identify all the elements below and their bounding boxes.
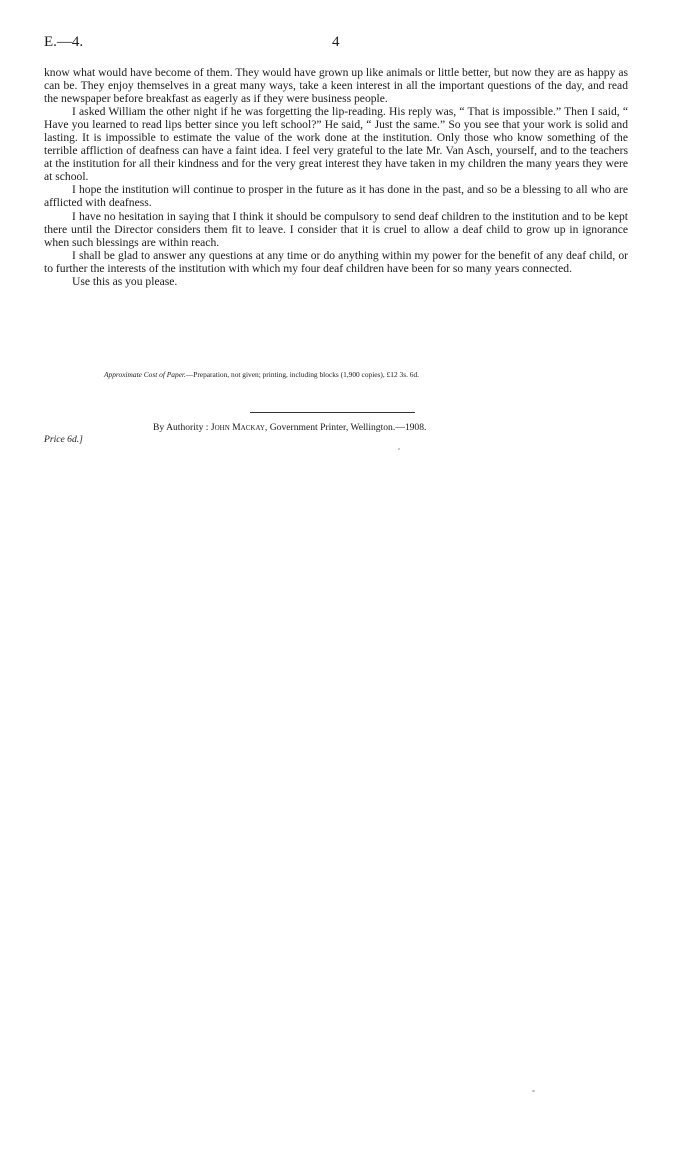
divider-rule (250, 412, 415, 413)
page-number: 4 (332, 34, 340, 50)
scan-speck (398, 448, 400, 450)
document-reference: E.—4. (44, 34, 84, 50)
imprint-printer: John Mackay, (210, 422, 268, 433)
printer-imprint (153, 422, 426, 433)
paragraph: know what would have become of them. They would have grown up like animals or little better, but now they are as happy as can be. They enjoy themselves in a great many ways, take a keen interest in all the important questions of the day, and read the newspaper before breakfast as eagerly as if they were business people. (44, 66, 628, 106)
imprint-rest: Government Printer, Wellington.—1908. (269, 422, 427, 433)
paragraph: Use this as you please. (72, 274, 178, 288)
letter-body (44, 66, 628, 288)
cost-note-label: Approximate Cost of Paper. (104, 370, 186, 379)
paragraph: I asked William the other night if he was forgetting the lip-reading. His reply was, “ That is impossible.” Then I said, “ Have you learned to read lips better since you left school?” He said, “ Just the same.” So you see that your work is solid and lasting. It is impossible to estimate the value of the work done at the institution. Only those who know something of the terrible affliction of deafness can have a faint idea. I feel very grateful to the late Mr. Van Asch, yourself, and to the teachers at the institution for all their kindness and for the very great interest they have taken in my children the many years they were at school. (44, 105, 628, 184)
scan-speck (532, 1090, 535, 1092)
paragraph: I have no hesitation in saying that I think it should be compulsory to send deaf children to the institution and to be kept there until the Director considers them fit to leave. I consider that it is cruel to allow a deaf child to grow up in ignorance when such blessings are within reach. (44, 209, 628, 249)
cost-note-text: —Preparation, not given; printing, including blocks (1,900 copies), £12 3s. 6d. (185, 370, 420, 379)
paragraph: I shall be glad to answer any questions at any time or do anything within my power for the benefit of any deaf child, or to further the interests of the institution with which my four deaf children have been for so many years connected. (44, 248, 628, 275)
price-label: Price 6d.] (44, 434, 83, 445)
paragraph: I hope the institution will continue to prosper in the future as it has done in the past, and so be a blessing to all who are afflicted with deafness. (44, 183, 628, 210)
cost-of-paper-note (104, 370, 624, 379)
imprint-prefix: By Authority : (153, 422, 209, 433)
